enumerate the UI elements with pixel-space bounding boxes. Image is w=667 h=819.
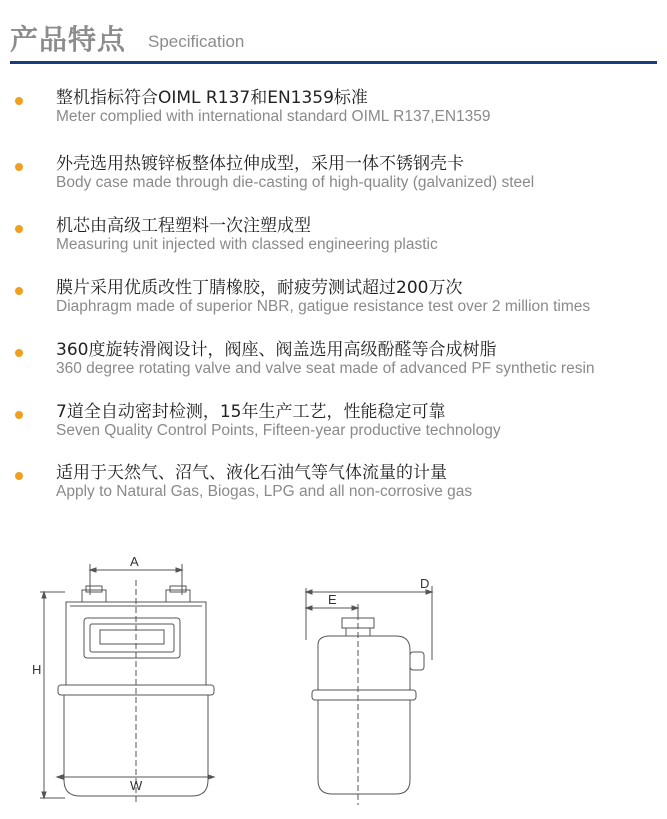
bullet-icon [15,163,23,171]
feature-cn: 膜片采用优质改性丁腈橡胶，耐疲劳测试超过200万次 [56,278,463,298]
dim-label-a: A [130,554,139,569]
dim-label-e: E [328,592,337,607]
feature-en: 360 degree rotating valve and valve seat made of advanced PF synthetic resin [56,360,595,377]
side-lower-body [318,700,410,794]
feature-item [0,397,667,457]
bullet-icon [15,411,23,419]
feature-en: Diaphragm made of superior NBR, gatigue resistance test over 2 million times [56,298,591,315]
front-connector-right-cap [170,586,186,592]
bullet-icon [15,349,23,357]
feature-item [0,83,667,143]
bullet-icon [15,225,23,233]
feature-cn: 外壳选用热镀锌板整体拉伸成型，采用一体不锈钢壳卡 [56,154,464,174]
arrow-h-top [42,592,46,598]
side-index-knob [410,652,424,670]
front-counter-digits [100,630,164,644]
feature-item [0,458,667,518]
side-band [312,690,416,700]
feature-item [0,335,667,395]
dim-label-h: H [32,662,42,677]
feature-cn: 机芯由高级工程塑料一次注塑成型 [56,216,311,236]
arrow-e-left [306,606,312,610]
bullet-icon [15,472,23,480]
feature-en: Seven Quality Control Points, Fifteen-year productive technology [56,422,501,439]
feature-en: Body case made through die-casting of high-quality (galvanized) steel [56,174,535,191]
feature-en: Meter complied with international standard OIML R137,EN1359 [56,108,491,125]
front-counter-window [90,624,174,652]
feature-cn: 整机指标符合OIML R137和EN1359标准 [56,88,368,108]
page-header [0,0,667,70]
bullet-icon [15,97,23,105]
dim-label-w: W [130,778,143,793]
feature-item [0,149,667,209]
bullet-icon [15,287,23,295]
feature-cn: 7道全自动密封检测，15年生产工艺，性能稳定可靠 [56,402,446,422]
page-title-cn: 产品特点 [10,23,127,56]
feature-cn: 适用于天然气、沼气、液化石油气等气体流量的计量 [56,463,447,483]
arrow-a-left [90,568,96,572]
title-divider [10,61,657,64]
arrow-e-right [352,606,358,610]
side-view [306,586,432,805]
feature-item [0,211,667,271]
arrow-w-right [208,775,214,779]
feature-item [0,273,667,333]
side-upper-body [318,636,410,690]
page-title-en: Specification [148,32,245,51]
meter-drawing-svg [0,550,667,815]
arrow-d-left [306,590,312,594]
arrow-w-left [57,775,63,779]
feature-en: Apply to Natural Gas, Biogas, LPG and all non-corrosive gas [56,483,473,500]
technical-drawing [0,550,667,815]
feature-cn: 360度旋转滑阀设计，阀座、阀盖选用高级酚醛等合成树脂 [56,340,497,360]
arrow-a-right [176,568,182,572]
arrow-h-bottom [42,792,46,798]
front-view [40,564,214,805]
front-connector-left-cap [86,586,102,592]
feature-en: Measuring unit injected with classed engineering plastic [56,236,438,253]
dim-label-d: D [420,576,430,591]
